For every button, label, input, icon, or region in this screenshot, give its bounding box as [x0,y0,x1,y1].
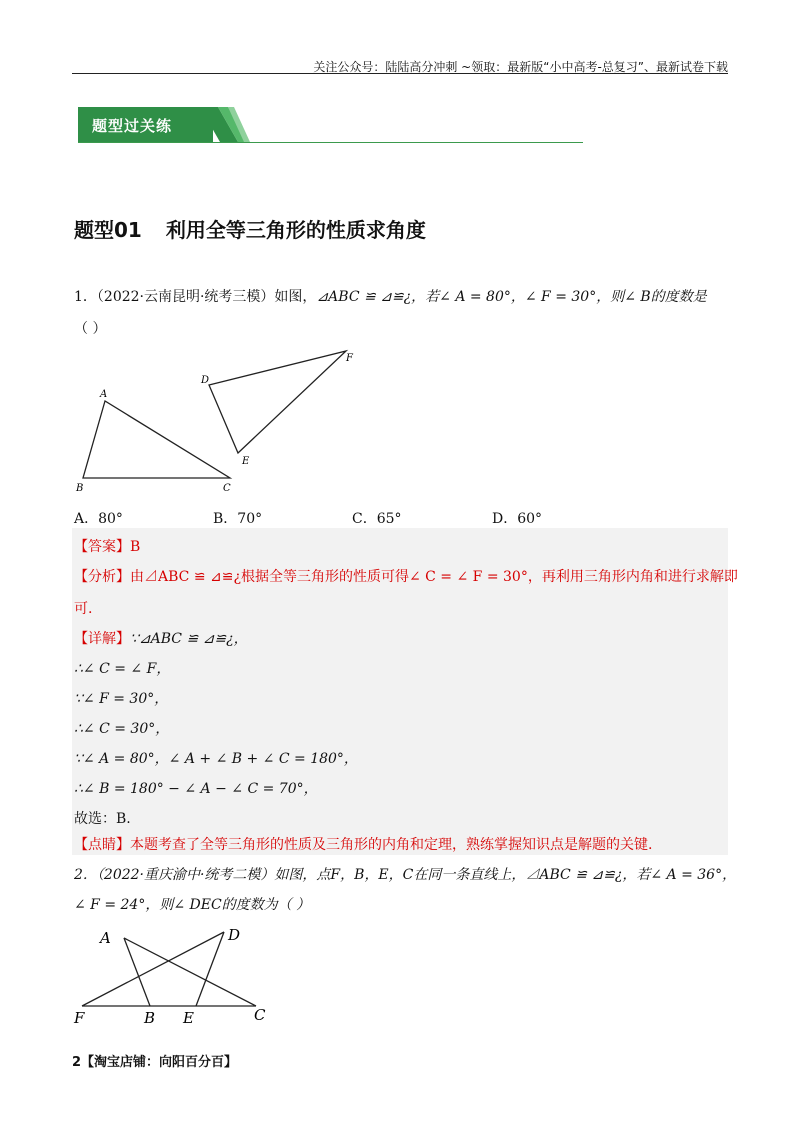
section-number: 题型01 [74,218,142,242]
detail-step-3: ∴∠ C = 30°， [74,721,170,737]
label-e: E [183,1009,194,1027]
q2-stem-line1: 2．（2022·重庆渝中·统考二模）如图，点F，B，E，C在同一条直线上，⊿ABC ≌ ⊿≌¿，若∠ A = 36°， [74,867,737,883]
triangle-def [209,351,346,453]
label-f: F [346,353,353,364]
banner-title: 题型过关练 [92,117,173,135]
q1-answer [74,536,140,556]
detail-step-1: ∴∠ C = ∠ F， [74,661,171,677]
label-e: E [242,456,250,467]
answer-value: B [130,539,141,555]
comment-text: 本题考查了全等三角形的性质及三角形的内角和定理，熟练掌握知识点是解题的关键. [130,837,653,853]
q1-detail [74,628,248,648]
detail-step-4: ∵∠ A = 80°，∠ A + ∠ B + ∠ C = 180°， [74,751,358,767]
detail-tag: 【详解】 [74,631,130,647]
label-b: B [144,1009,156,1027]
analysis-line1: 由⊿ABC ≌ ⊿≌¿根据全等三角形的性质可得∠ C = ∠ F = 30°，再利用三角形内角和进行求解即 [130,569,738,585]
q1-option-d[interactable]: D．60° [492,511,543,527]
label-d: D [201,375,210,386]
q1-analysis [74,566,738,586]
section-title [74,214,426,243]
q1-stem-condition: ⊿ABC ≌ ⊿≌¿，若∠ A = 80°，∠ F = 30°，则∠ B的度数是 [316,289,707,305]
q1-option-c[interactable]: C．65° [352,511,402,527]
analysis-line2: 可. [74,601,93,617]
section-heading: 利用全等三角形的性质求角度 [165,218,426,242]
label-c: C [223,483,231,494]
q2-stem-line2: ∠ F = 24°，则∠ DEC的度数为（ ） [74,897,311,913]
q1-comment [74,834,652,854]
label-d: D [228,926,241,944]
comment-tag: 【点睛】 [74,837,130,853]
banner-underline [78,142,583,143]
q1-stem [74,286,707,306]
segment-de [196,932,224,1006]
q1-paren: （ ） [74,321,107,337]
label-b: B [76,483,84,494]
analysis-tag: 【分析】 [74,569,130,585]
detail-step-5: ∴∠ B = 180° − ∠ A − ∠ C = 70°， [74,781,318,797]
page-footer [72,1051,237,1070]
header-rule [72,73,728,74]
q1-option-b[interactable]: B．70° [213,511,263,527]
label-c: C [254,1006,266,1024]
detail-first: ∵⊿ABC ≌ ⊿≌¿， [130,631,248,647]
triangle-abc [83,401,230,478]
label-a: A [100,389,108,400]
label-f: F [74,1009,85,1027]
shop-name: 【淘宝店铺：向阳百分百】 [81,1055,238,1070]
q2-figure [68,920,278,1030]
q1-stem-prefix: 1．（2022·云南昆明·统考三模）如图， [74,289,317,305]
segment-ac [124,938,256,1006]
q1-option-a[interactable]: A．80° [74,511,123,527]
detail-step-2: ∵∠ F = 30°， [74,691,169,707]
label-a: A [100,929,111,947]
page-number: 2 [72,1055,82,1070]
page-header: 关注公众号：陆陆高分冲刺 ~领取：最新版“小中高考-总复习”、最新试卷下载 [313,60,728,74]
detail-step-6: 故选：B. [74,811,131,827]
answer-tag: 【答案】 [74,539,130,555]
q1-figure [70,345,370,495]
